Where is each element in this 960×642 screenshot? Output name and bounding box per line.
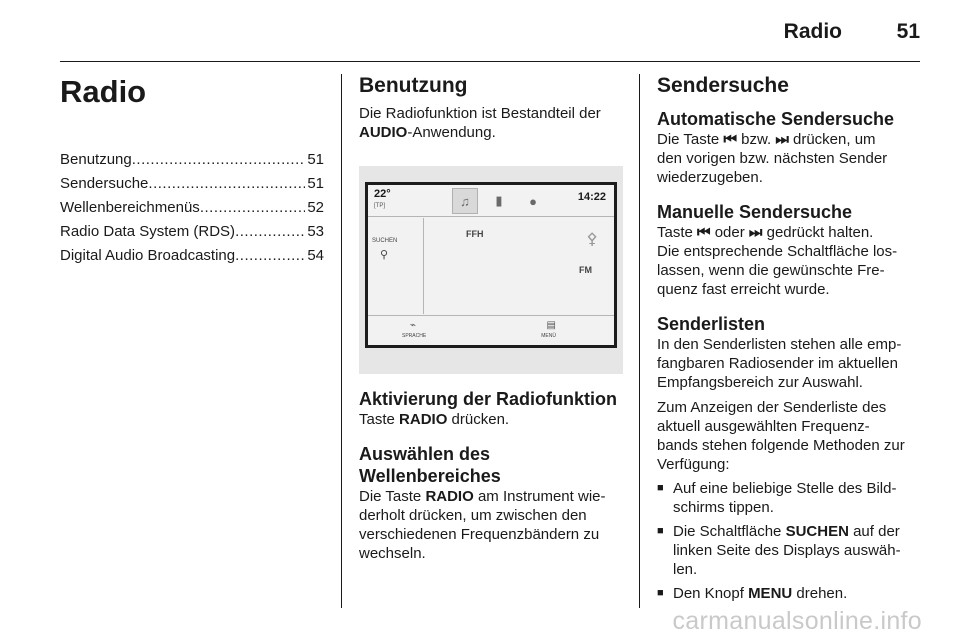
display-tp-label: [TP] <box>374 203 386 209</box>
column-divider-2 <box>639 74 640 608</box>
toc-entry[interactable] <box>60 220 324 244</box>
display-screen <box>368 185 614 345</box>
anzeigen-text: Zum Anzeigen der Senderliste des aktuell ausgewählten Frequenz- bands stehen folgende Methoden zur Verfügung: <box>657 399 905 473</box>
voice-icon: ⌁ <box>410 320 417 331</box>
watermark: carmanualsonline.info <box>672 607 922 635</box>
display-search-panel <box>368 218 424 314</box>
info-icon: ● <box>529 193 537 209</box>
toc-entry-label: Wellenbereichmenüs <box>60 199 200 216</box>
auswaehlen-text: Die Taste RADIO am Instrument wie- derholt drücken, um zwischen den verschiedenen Frequenzbändern zu wechseln. <box>359 488 606 562</box>
auswaehlen-heading: Auswählen des Wellenbereiches <box>359 444 501 486</box>
toc-entry[interactable] <box>60 172 324 196</box>
toc-dot-leader <box>235 244 305 268</box>
toc-entry-page: 51 <box>307 151 324 168</box>
toc-column <box>60 74 324 268</box>
toc-entry-label: Benutzung <box>60 151 132 168</box>
toc-dot-leader <box>148 172 305 196</box>
auto-search-text: Die Taste ⏮ bzw. ⏭ drücken, um den vorigen bzw. nächsten Sender wiederzugeben. <box>657 131 888 186</box>
display-sprache-label: SPRACHE <box>402 333 427 339</box>
search-icon: ⚲ <box>380 249 389 261</box>
sendersuche-heading: Sendersuche <box>657 74 789 97</box>
radio-screen-illustration <box>359 166 623 374</box>
column-divider-1 <box>341 74 342 608</box>
aktivierung-text: Taste RADIO drücken. <box>359 411 510 428</box>
display-station: FFH <box>466 229 484 239</box>
toc-entry-page: 54 <box>307 247 324 264</box>
senderlisten-heading: Senderlisten <box>657 314 766 334</box>
toc-entry-label: Digital Audio Broadcasting <box>60 247 236 264</box>
manual-search-heading: Manuelle Sendersuche <box>657 202 853 222</box>
page-header <box>60 0 920 62</box>
toc-entry[interactable] <box>60 196 324 220</box>
audio-keyword: AUDIO <box>359 124 408 141</box>
bullet-square-icon: ■ <box>657 525 664 537</box>
header-title: Radio <box>783 20 842 43</box>
music-note-icon: ♫ <box>452 188 478 214</box>
display-temperature: 22° <box>374 188 391 200</box>
display-time: 14:22 <box>577 191 606 203</box>
toc-entry-label: Sendersuche <box>60 175 149 192</box>
table-of-contents <box>60 148 324 268</box>
display-bezel <box>365 182 617 348</box>
list-item: ■ Auf eine beliebige Stelle des Bild- schirms tippen. <box>657 480 897 516</box>
page-number: 51 <box>896 20 920 43</box>
display-suchen-label: SUCHEN <box>372 238 398 244</box>
senderlisten-text: In den Senderlisten stehen alle emp- fangbaren Radiosender im aktuellen Empfangsbereich zur Auswahl. <box>657 336 902 391</box>
skip-previous-icon: ⏮ <box>723 131 737 148</box>
toc-dot-leader <box>132 148 306 172</box>
phone-icon: ▮ <box>495 193 503 208</box>
skip-next-icon: ⏭ <box>748 224 763 241</box>
sendersuche-column <box>657 74 923 603</box>
display-menu-label: MENÜ <box>541 333 556 339</box>
display-band: FM <box>579 265 592 275</box>
menu-icon: ▤ <box>546 320 556 331</box>
skip-next-icon: ⏭ <box>775 131 789 148</box>
toc-entry[interactable] <box>60 148 324 172</box>
display-top-bar <box>368 185 614 217</box>
benutzung-heading: Benutzung <box>359 74 468 97</box>
bullet-square-icon: ■ <box>657 587 664 599</box>
toc-entry-label: Radio Data System (RDS) <box>60 223 236 240</box>
bullet-square-icon: ■ <box>657 482 664 494</box>
toc-entry[interactable] <box>60 244 324 268</box>
display-bottom-bar <box>368 315 614 345</box>
benutzung-column <box>359 74 623 563</box>
toc-dot-leader <box>200 196 306 220</box>
aktivierung-heading: Aktivierung der Radiofunktion <box>359 389 618 409</box>
list-item: ■ Die Schaltfläche SUCHEN auf der linken Seite des Displays auswäh- len. <box>657 523 901 578</box>
auto-search-heading: Automatische Sendersuche <box>657 109 895 129</box>
list-item: ■ Den Knopf MENU drehen. <box>657 585 848 602</box>
skip-previous-icon: ⏮ <box>697 224 711 241</box>
antenna-icon: ⚴ <box>586 231 598 248</box>
toc-entry-page: 53 <box>307 223 324 240</box>
chapter-title: Radio <box>60 74 147 109</box>
manual-search-text: Taste ⏮ oder ⏭ gedrückt halten. Die entsprechende Schaltfläche los- lassen, wenn die gewünschte Fre- quenz fast erreicht wurde. <box>657 224 898 298</box>
toc-entry-page: 52 <box>307 199 324 216</box>
toc-entry-page: 51 <box>307 175 324 192</box>
benutzung-text: Die Radiofunktion ist Bestandteil der AUDIO-Anwendung. <box>359 105 601 141</box>
toc-dot-leader <box>235 220 305 244</box>
